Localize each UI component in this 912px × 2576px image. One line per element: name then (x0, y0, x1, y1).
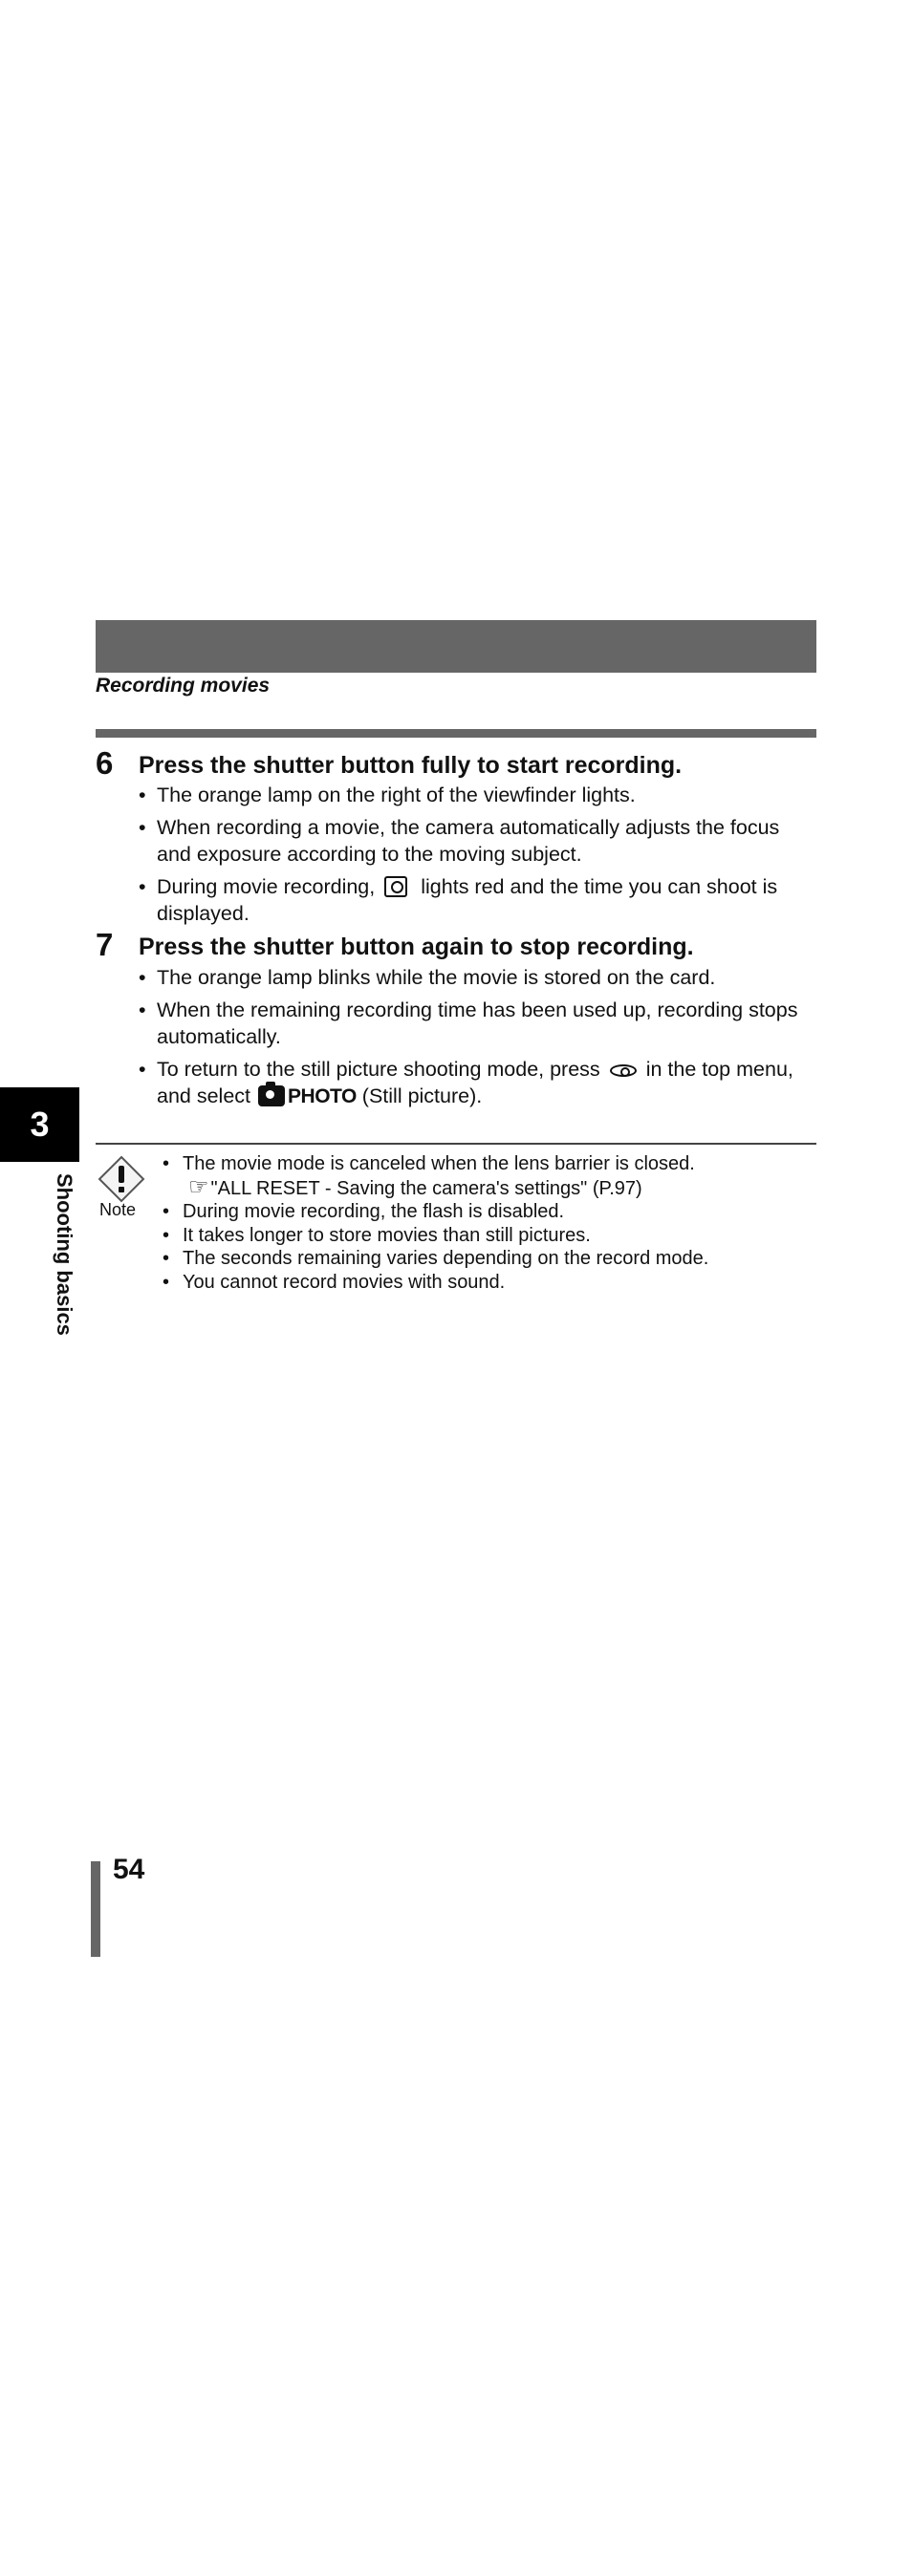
chapter-label-container (50, 1173, 80, 1364)
note-label: Note (99, 1200, 137, 1219)
reference-line (183, 1173, 813, 1201)
section-title: Recording movies (96, 675, 271, 697)
caution-icon (97, 1154, 146, 1204)
header-bar (96, 620, 816, 673)
reference-link[interactable]: "ALL RESET - Saving the camera's settings" (P.97) (210, 1177, 642, 1199)
bullet-text: (Still picture). (361, 1084, 483, 1107)
note-text: The movie mode is canceled when the lens barrier is closed. (183, 1153, 695, 1174)
list-item: • The orange lamp on the right of the viewfinder lights. (139, 782, 819, 808)
page-number: 54 (113, 1854, 145, 1885)
movie-mode-icon (384, 876, 407, 897)
list-item: • The seconds remaining varies depending on the record mode. (163, 1247, 813, 1271)
step-7-number: 7 (96, 927, 114, 962)
list-item: • When the remaining recording time has been used up, recording stops automatically. (139, 997, 819, 1050)
list-item (139, 1056, 819, 1110)
pointing-hand-icon: ☞ (188, 1173, 209, 1200)
bullet-text: To return to the still picture shooting mode, press (157, 1058, 600, 1081)
list-item: • You cannot record movies with sound. (163, 1271, 813, 1295)
page-number-bar (91, 1861, 100, 1957)
list-item: • It takes longer to store movies than still pictures. (163, 1224, 813, 1248)
bullet-text: in the top menu, and select (157, 1058, 793, 1107)
list-item: • When recording a movie, the camera automatically adjusts the focus and exposure according to the moving subject. (139, 814, 819, 868)
eye-button-icon (610, 1064, 637, 1077)
step-6-bullets (139, 782, 819, 933)
section-divider (96, 729, 816, 738)
bullet-text: lights red and the time you can shoot is displayed. (157, 875, 778, 925)
list-item (139, 873, 819, 927)
note-list (163, 1152, 813, 1294)
photo-mode-label: PHOTO (288, 1085, 357, 1107)
chapter-tab[interactable] (0, 1087, 79, 1162)
step-6-heading: Press the shutter button fully to start recording. (139, 752, 683, 779)
list-item: • During movie recording, the flash is disabled. (163, 1200, 813, 1224)
step-7-heading: Press the shutter button again to stop recording. (139, 934, 694, 960)
camera-icon (258, 1085, 285, 1106)
chapter-number: 3 (30, 1105, 50, 1144)
list-item: • The orange lamp blinks while the movie is stored on the card. (139, 964, 819, 991)
step-7-bullets (139, 964, 819, 1116)
bullet-text: During movie recording, (157, 875, 376, 898)
note-divider (96, 1143, 816, 1145)
step-6-number: 6 (96, 745, 114, 781)
chapter-label: Shooting basics (53, 1173, 76, 1336)
list-item (163, 1152, 813, 1200)
